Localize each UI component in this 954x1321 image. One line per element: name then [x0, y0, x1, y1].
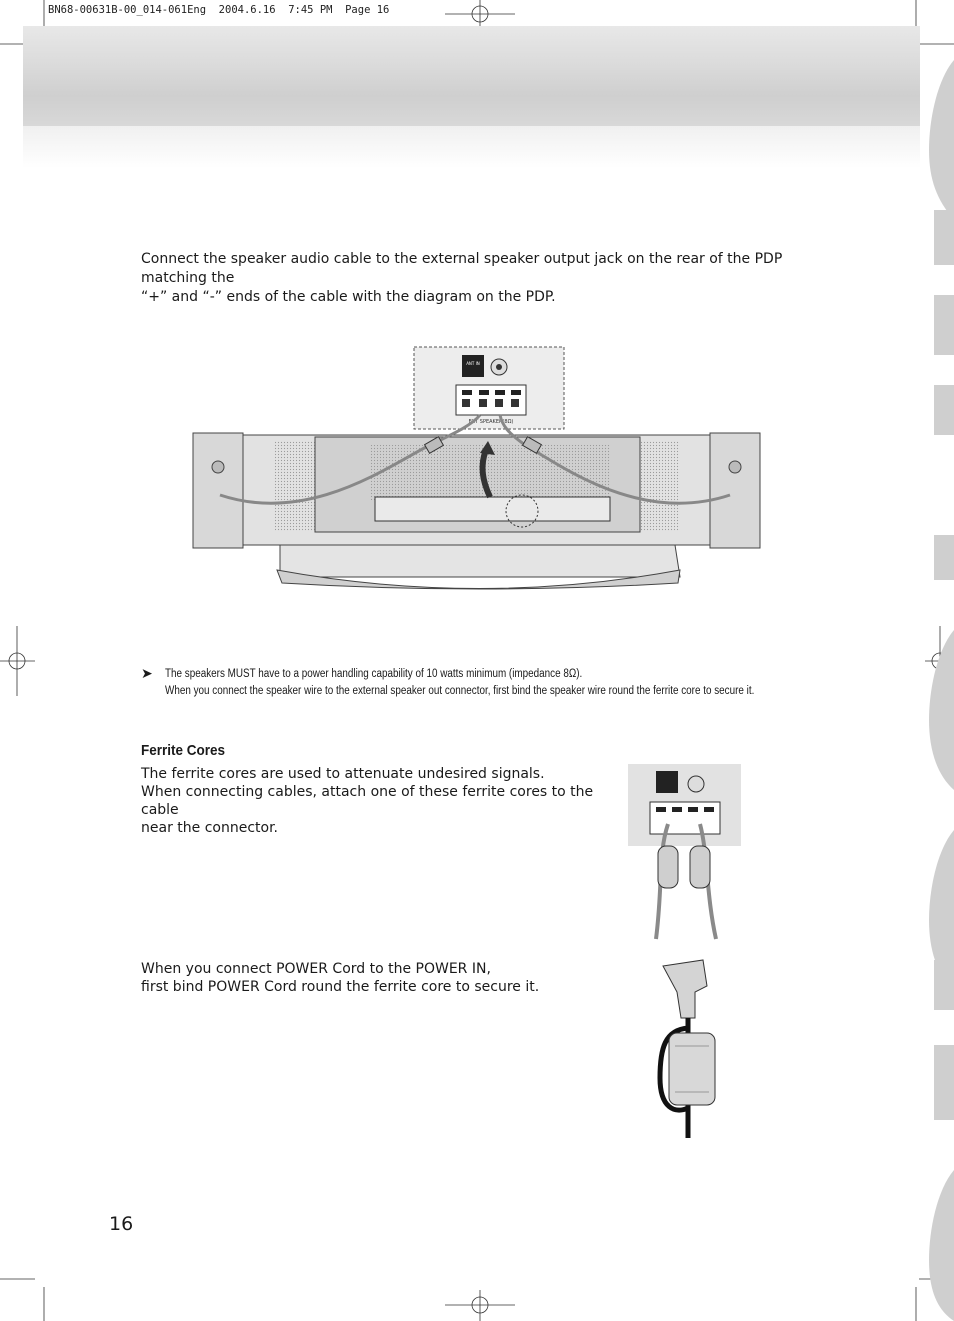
ant-in-label: ANT IN: [466, 361, 480, 366]
speaker-connection-diagram: [190, 345, 765, 595]
speaker-note: [165, 666, 755, 700]
page-number: 16: [109, 1213, 134, 1235]
header-banner-fade: [23, 126, 920, 168]
ferrite-cores-heading: Ferrite Cores: [141, 742, 226, 759]
power-cord-ferrite-illustration: [655, 958, 730, 1143]
ferrite-line-3: near the connector.: [141, 820, 278, 836]
note-line-2: When you connect the speaker wire to the external speaker out connector, first bind the speaker wire round the ferrite core to secure it.: [165, 685, 755, 697]
intro-line-1: Connect the speaker audio cable to the external speaker output jack on the rear of the PDP matching the: [141, 251, 783, 286]
intro-paragraph: [141, 250, 821, 307]
note-arrow-icon: ➤: [141, 666, 153, 682]
side-tab-strip: [929, 40, 954, 1321]
power-line-2: first bind POWER Cord round the ferrite core to secure it.: [141, 979, 540, 995]
intro-line-2: “+” and “-” ends of the cable with the diagram on the PDP.: [141, 289, 556, 305]
ext-speaker-label: EXT SPEAKER(8Ω): [468, 419, 514, 425]
print-slug: BN68-00631B-00_014-061Eng 2004.6.16 7:45 PM Page 16: [48, 4, 390, 16]
power-cord-paragraph: [141, 960, 561, 996]
power-line-1: When you connect POWER Cord to the POWER IN,: [141, 961, 491, 977]
ferrite-line-2: When connecting cables, attach one of these ferrite cores to the cable: [141, 784, 594, 818]
note-line-1: The speakers MUST have to a power handling capability of 10 watts minimum (impedance 8Ω).: [165, 668, 583, 680]
ferrite-line-1: The ferrite cores are used to attenuate undesired signals.: [141, 766, 545, 782]
header-banner: [23, 26, 920, 126]
ferrite-paragraph: [141, 765, 611, 837]
speaker-ferrite-illustration: [628, 764, 743, 944]
